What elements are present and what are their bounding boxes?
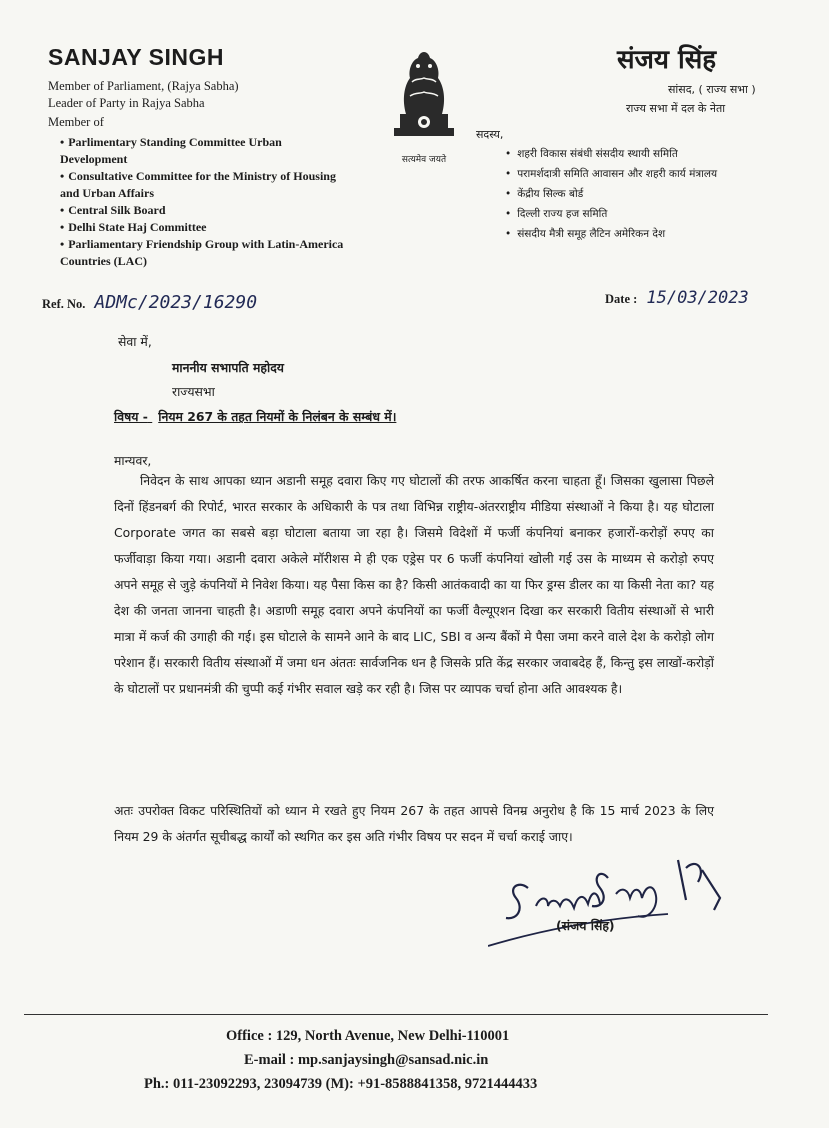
- committee-list-hi: [505, 146, 775, 246]
- member-of-label-en: Member of: [48, 115, 104, 129]
- emblem-motto: सत्यमेव जयते: [401, 155, 447, 165]
- footer-office-address: Office : 129, North Avenue, New Delhi-110001: [226, 1028, 510, 1044]
- subject-line: [114, 408, 396, 425]
- committee-item-en: • Parliamentary Friendship Group with Latin-America Countries (LAC): [60, 236, 350, 270]
- date-label: Date :: [605, 292, 638, 306]
- ref-value: ADMc/2023/16290: [94, 292, 258, 313]
- committee-item-hi: • दिल्ली राज्य हज समिति: [505, 206, 775, 223]
- sender-role-hi: राज्य सभा में दल के नेता: [626, 102, 726, 115]
- letter-date: [605, 288, 749, 308]
- salutation: सेवा में,: [118, 334, 152, 349]
- reference-number: [42, 292, 257, 313]
- national-emblem-icon: [386, 42, 462, 146]
- sender-title-en: Member of Parliament, (Rajya Sabha): [48, 79, 239, 93]
- member-of-label-hi: सदस्य,: [476, 128, 504, 141]
- handwritten-signature: [488, 848, 758, 948]
- sender-name-en: SANJAY SINGH: [48, 44, 225, 70]
- committee-item-hi: • परामर्शदात्री समिति आवासन और शहरी कार्य मंत्रालय: [505, 166, 735, 183]
- footer-phone: Ph.: 011-23092293, 23094739 (M): +91-8588841358, 9721444433: [144, 1076, 538, 1092]
- sender-title-hi: सांसद, ( राज्य सभा ): [668, 83, 756, 96]
- date-value: 15/03/2023: [646, 288, 749, 308]
- committee-item-en: • Central Silk Board: [60, 202, 350, 219]
- sender-name-hi: संजय सिंह: [617, 45, 717, 75]
- committee-list-en: [60, 134, 350, 270]
- committee-item-en: • Delhi State Haj Committee: [60, 219, 350, 236]
- subject-text: नियम 267 के तहत नियमों के निलंबन के सम्बंध में।: [158, 409, 397, 424]
- committee-item-hi: • संसदीय मैत्री समूह लैटिन अमेरिकन देश: [505, 226, 775, 243]
- greeting: मान्यवर,: [114, 453, 152, 468]
- body-paragraph-1: निवेदन के साथ आपका ध्यान अडानी समूह दवारा किए गए घोटालों की तरफ आकर्षित करना चाहता हूँ। जिसका खुलासा पिछले दिनों हिंडनबर्ग की रिपोर्ट, भारत सरकार के अधिकारी के पत्र तथा विभिन्न राष्ट्रीय-अंतरराष्ट्रीय मीडिया संस्थाओं ने किया है। यह घोटाला Corporate जगत का सबसे बड़ा घोटाला बताया जा रहा है। जिसमे विदेशों में फर्जी कंपनियां बनाकर हजारों-करोड़ों रुपए का फर्जीवाड़ा किया गया। अडानी दवारा अकेले मॉरीशस मे ही एक एड्रेस पर 6 फर्जी कंपनियां खोली गई उस के माध्यम से करोड़ो रुपए अपने समूह से जुड़े कंपनियों मे निवेश किया। यह पैसा किस का है? किसी आतंकवादी का या फिर ड्रग्स डीलर का या किसी नेता का? यह देश की जनता जानना चाहती है। अडाणी समूह दवारा अपने कंपनियों का फर्जी वैल्यूएशन दिखा कर सरकारी वितीय संस्थाओं से भारी मात्रा में कर्ज की उगाही की गई। इस घोटाले के सामने आने के बाद LIC, SBI व अन्य बैंकों मे पैसा जमा करने वाले देश के करोड़ो लोग परेशान हैं। सरकारी वितीय संस्थाओं में जमा धन अंततः सार्वजनिक धन है जिसके प्रति केंद्र सरकार जवाबदेह हैं, किन्तु इस लाखों-करोड़ों के घोटालों पर प्रधानमंत्री की चुप्पी कई गंभीर सवाल खड़े कर रही है। जिस पर व्यापक चर्चा होना अति आवश्यक है।: [114, 473, 714, 696]
- committee-item-en: • Consultative Committee for the Ministry of Housing and Urban Affairs: [60, 168, 350, 202]
- sender-role-en: Leader of Party in Rajya Sabha: [48, 96, 205, 110]
- footer-divider: [24, 1014, 768, 1015]
- ref-label: Ref. No.: [42, 297, 86, 311]
- committee-item-en: • Parlimentary Standing Committee Urban Development: [60, 134, 350, 168]
- body-paragraph-2: अतः उपरोक्त विकट परिस्थितियों को ध्यान मे रखते हुए नियम 267 के तहत आपसे विनम्र अनुरोध है कि 15 मार्च 2023 के लिए नियम 29 के अंतर्गत सूचीबद्ध कार्यों को स्थगित कर इस अति गंभीर विषय पर सदन में चर्चा कराई जाए।: [114, 803, 714, 844]
- committee-item-hi: • शहरी विकास संबंधी संसदीय स्थायी समिति: [505, 146, 775, 163]
- footer-email: E-mail : mp.sanjaysingh@sansad.nic.in: [244, 1052, 489, 1068]
- signatory-name: (संजय सिंह): [556, 918, 615, 933]
- recipient-org: राज्यसभा: [172, 384, 215, 399]
- subject-label: विषय -: [114, 409, 148, 424]
- recipient-name: माननीय सभापति महोदय: [172, 360, 284, 375]
- committee-item-hi: • केंद्रीय सिल्क बोर्ड: [505, 186, 775, 203]
